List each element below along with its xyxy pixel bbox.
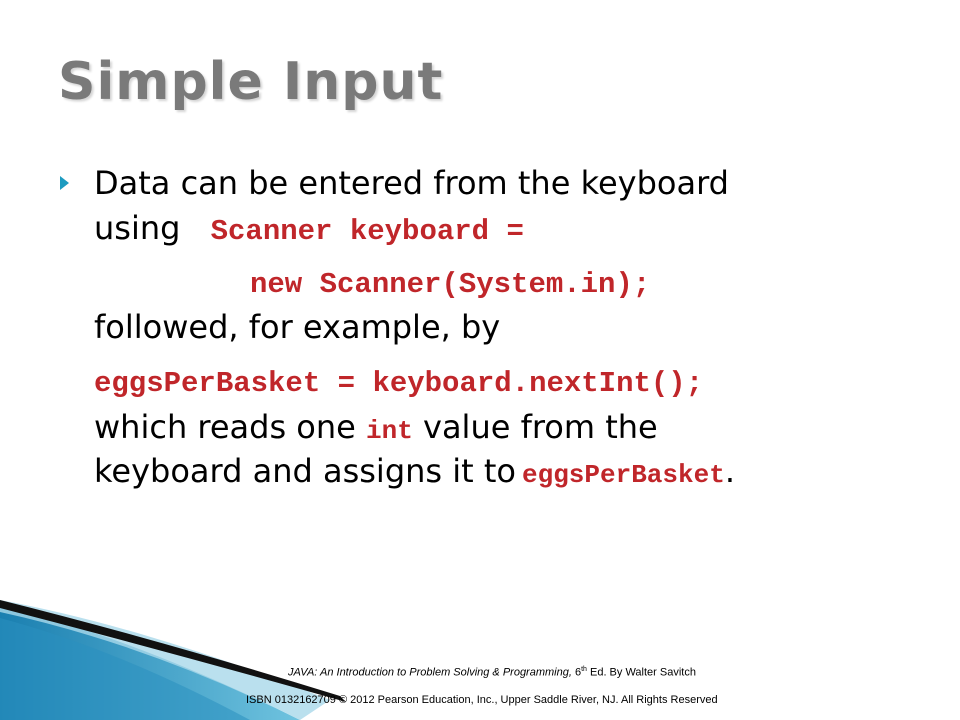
text-using: using (94, 209, 181, 247)
body-line-6 (94, 408, 658, 446)
body-line-7 (94, 452, 735, 490)
slide-title: Simple Input (58, 52, 444, 112)
code-eggs-per-basket: eggsPerBasket (521, 460, 725, 490)
code-scanner-decl: Scanner keyboard = (210, 215, 524, 248)
text-value-from: value from the (423, 408, 658, 446)
bullet-arrow-icon (60, 176, 69, 190)
footer-book-title: JAVA: An Introduction to Problem Solving & Programming, (288, 666, 572, 679)
code-new-scanner: new Scanner(System.in); (250, 268, 651, 301)
footer-edition-sup: th (581, 666, 587, 673)
body-line-5 (94, 364, 703, 398)
footer-edition-num: 6 (574, 666, 582, 679)
footer-author: Ed. By Walter Savitch (586, 666, 696, 679)
footer-isbn-line: ISBN 0132162709 © 2012 Pearson Education, Inc., Upper Saddle River, NJ. All Rights Reserved (246, 694, 718, 706)
footer-book-line (0, 666, 960, 679)
body-line-3 (250, 265, 650, 299)
body-line-1: Data can be entered from the keyboard (94, 164, 729, 202)
code-nextint: eggsPerBasket = keyboard.nextInt(); (94, 367, 704, 400)
text-reads-one: which reads one (94, 408, 356, 446)
body-line-4: followed, for example, by (94, 308, 501, 346)
text-period: . (724, 452, 735, 490)
code-int: int (366, 416, 413, 446)
text-assigns: keyboard and assigns it to (94, 452, 516, 490)
body-line-2 (94, 209, 524, 248)
